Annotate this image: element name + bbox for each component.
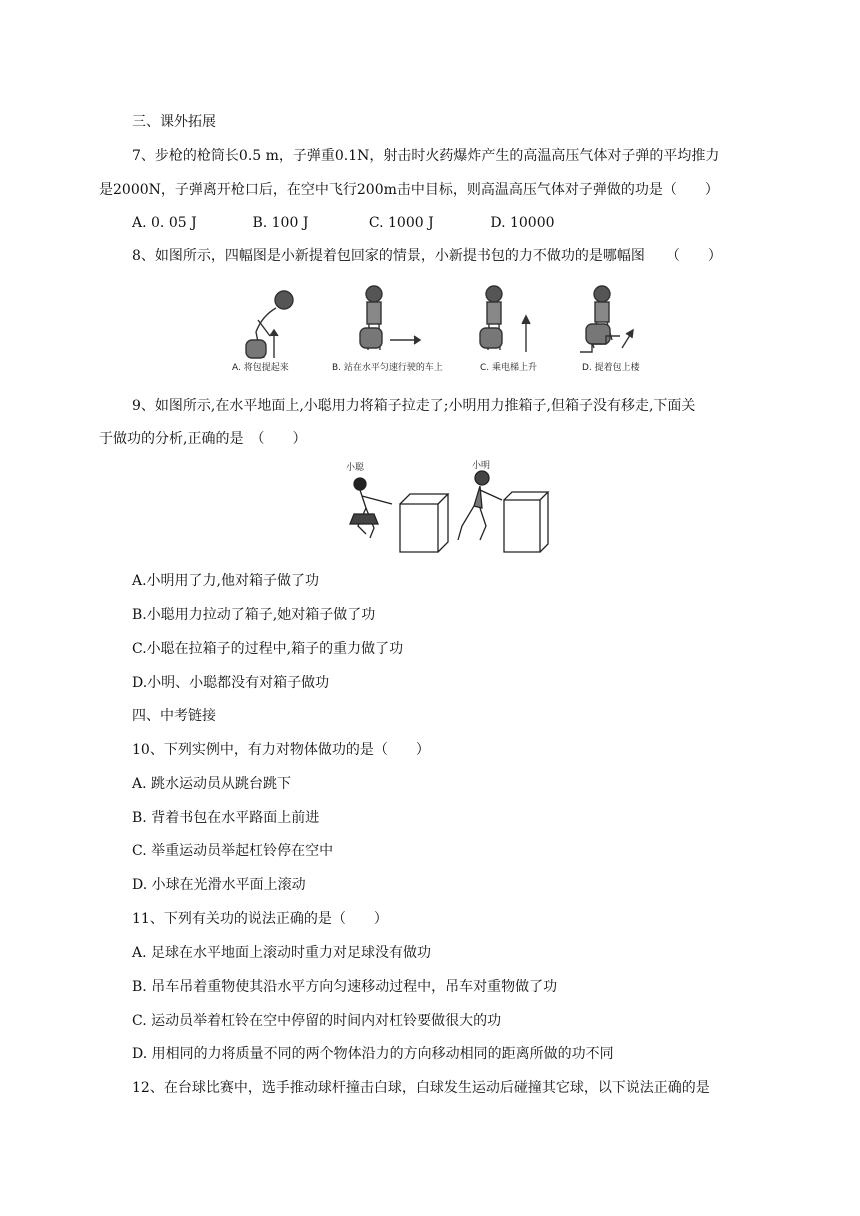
q8-caption-c: C. 乘电梯上升	[480, 363, 538, 373]
q8-stem: 8、如图所示，四幅图是小新提着包回家的情景，小新提书包的力不做功的是哪幅图 （ ）	[132, 248, 722, 264]
q11-option-d: D. 用相同的力将质量不同的两个物体沿力的方向移动相同的距离所做的功不同	[132, 1046, 614, 1062]
section-heading-4: 四、中考链接	[132, 708, 216, 724]
q8-figure	[228, 280, 660, 376]
q9-option-d: D.小明、小聪都没有对箱子做功	[132, 675, 330, 691]
q11-option-a: A. 足球在水平地面上滚动时重力对足球没有做功	[132, 945, 432, 961]
q7-line2: 是2000N，子弹离开枪口后，在空中飞行200m击中目标，则高温高压气体对子弹做的功是（ ）	[99, 182, 719, 198]
q9-label-xiaoming: 小明	[472, 461, 491, 471]
q9-label-xiaocong: 小聪	[346, 463, 365, 473]
box-pushed	[504, 492, 548, 552]
q7-option-c: C. 1000 J	[368, 215, 434, 231]
q8-caption-d: D. 提着包上楼	[582, 363, 640, 373]
q9-line1: 9、如图所示,在水平地面上,小聪用力将箱子拉走了;小明用力推箱子,但箱子没有移走,下面关	[132, 398, 696, 414]
q9-option-b: B.小聪用力拉动了箱子,她对箱子做了功	[132, 607, 376, 623]
figure-a-person	[246, 291, 293, 358]
q9-figure	[340, 456, 556, 556]
q10-stem: 10、下列实例中，有力对物体做功的是（ ）	[132, 742, 430, 758]
q8-caption-a: A. 将包提起来	[232, 363, 289, 373]
q7-options	[132, 214, 555, 232]
q7-option-b: B. 100 J	[252, 215, 309, 231]
figure-c-person	[480, 286, 530, 352]
q10-option-c: C. 举重运动员举起杠铃停在空中	[132, 843, 334, 859]
figure-b-person	[360, 286, 420, 350]
q9-option-c: C.小聪在拉箱子的过程中,箱子的重力做了功	[132, 641, 404, 657]
q7-option-d: D. 10000	[490, 215, 555, 231]
q8-caption-b: B. 站在水平匀速行驶的车上	[332, 363, 443, 373]
q11-stem: 11、下列有关功的说法正确的是（ ）	[132, 911, 388, 927]
xiaocong-person	[350, 478, 392, 538]
box-pulled	[400, 494, 448, 552]
q7-line1: 7、步枪的枪筒长0.5 m，子弹重0.1N，射击时火药爆炸产生的高温高压气体对子弹的平均推力	[132, 148, 720, 164]
q11-option-c: C. 运动员举着杠铃在空中停留的时间内对杠铃要做很大的功	[132, 1013, 502, 1029]
q10-option-a: A. 跳水运动员从跳台跳下	[132, 776, 292, 792]
q7-option-a: A. 0. 05 J	[132, 215, 197, 231]
q11-option-b: B. 吊车吊着重物使其沿水平方向匀速移动过程中，吊车对重物做了功	[132, 979, 558, 995]
section-heading-3: 三、课外拓展	[132, 114, 216, 130]
q12-stem: 12、在台球比赛中，选手推动球杆撞击白球，白球发生运动后碰撞其它球，以下说法正确的是	[132, 1080, 710, 1096]
q10-option-b: B. 背着书包在水平路面上前进	[132, 810, 320, 826]
figure-d-person	[580, 286, 633, 352]
q9-option-a: A.小明用了力,他对箱子做了功	[132, 573, 320, 589]
q9-line2: 于做功的分析,正确的是 （ ）	[99, 431, 307, 447]
xiaoming-person	[458, 471, 502, 540]
q10-option-d: D. 小球在光滑水平面上滚动	[132, 877, 306, 893]
